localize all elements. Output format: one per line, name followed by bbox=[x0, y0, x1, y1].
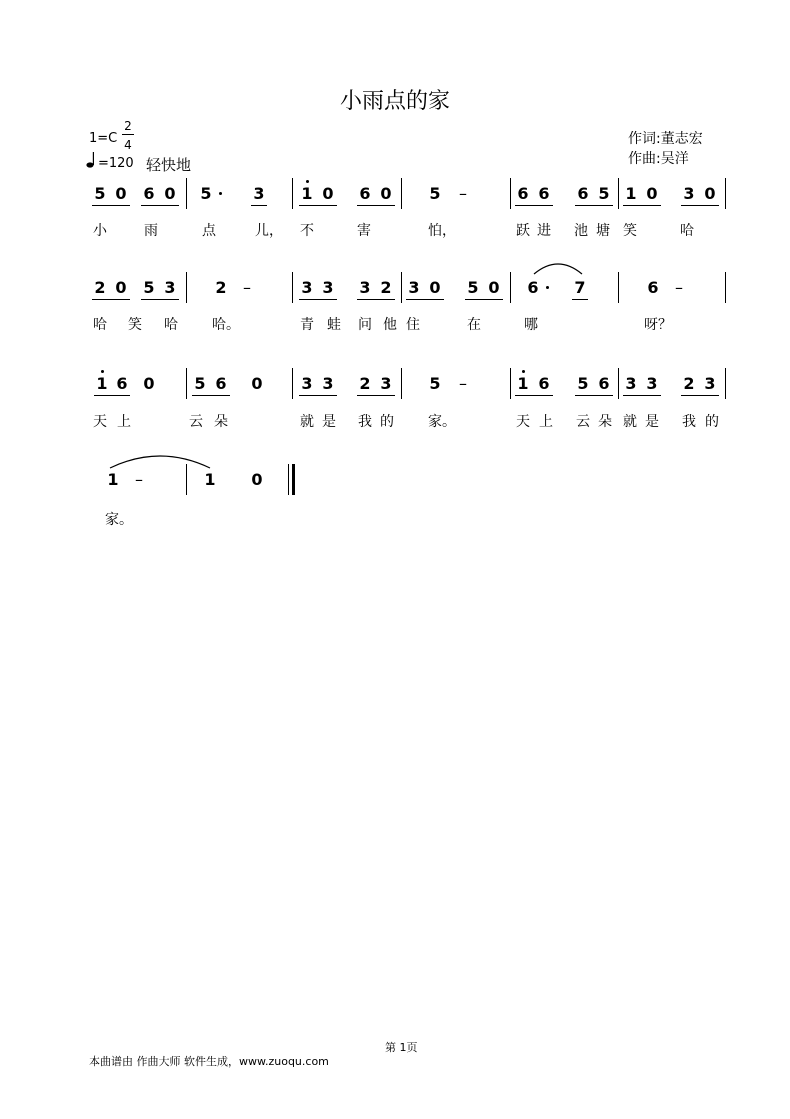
barline bbox=[618, 178, 619, 209]
note: 3 bbox=[322, 374, 334, 393]
footer-credit: 本曲谱由 作曲大师 软件生成，www.zuoqu.com bbox=[89, 1055, 329, 1068]
beam-underline bbox=[299, 299, 337, 300]
lyric: 朵 bbox=[598, 414, 612, 430]
note: 3 bbox=[683, 184, 695, 203]
note: 3 bbox=[253, 184, 265, 203]
beam-underline bbox=[575, 205, 613, 206]
lyric: 哈 bbox=[680, 223, 694, 239]
note: 2 bbox=[359, 374, 371, 393]
lyric: 塘 bbox=[596, 223, 610, 239]
lyric: 哈 bbox=[93, 317, 107, 333]
quarter-note-icon bbox=[86, 150, 96, 170]
beam-underline bbox=[92, 205, 130, 206]
note: 6 bbox=[598, 374, 610, 393]
lyric: 住 bbox=[406, 317, 420, 333]
beam-underline bbox=[251, 205, 267, 206]
lyric: 的 bbox=[705, 414, 719, 430]
note: 1 bbox=[625, 184, 637, 203]
lyric: 我 bbox=[358, 414, 372, 430]
note: 3 bbox=[408, 278, 420, 297]
lyric: 家。 bbox=[428, 414, 456, 430]
lyric: 问 bbox=[358, 317, 372, 333]
beam-underline bbox=[623, 205, 661, 206]
note: 0 bbox=[380, 184, 392, 203]
note: 1 bbox=[204, 470, 216, 489]
note: 3 bbox=[164, 278, 176, 297]
barline bbox=[510, 368, 511, 399]
note: 0 bbox=[488, 278, 500, 297]
lyric: 笑 bbox=[128, 317, 142, 333]
lyric: 怕， bbox=[428, 223, 456, 239]
beam-underline bbox=[357, 299, 395, 300]
barline bbox=[186, 464, 187, 495]
beam-underline bbox=[681, 205, 719, 206]
time-signature-bottom: 4 bbox=[124, 138, 132, 152]
lyric: 跃 bbox=[516, 223, 530, 239]
note: 1 bbox=[517, 374, 529, 393]
barline bbox=[725, 272, 726, 303]
dash: – bbox=[459, 374, 467, 393]
lyric: 害 bbox=[357, 223, 371, 239]
note: 3 bbox=[625, 374, 637, 393]
high-octave-dot bbox=[522, 370, 525, 373]
note: 7 bbox=[574, 278, 586, 297]
beam-underline bbox=[299, 395, 337, 396]
barline bbox=[292, 272, 293, 303]
high-octave-dot bbox=[101, 370, 104, 373]
note: 2 bbox=[94, 278, 106, 297]
lyric: 天 bbox=[516, 414, 530, 430]
note: 6 bbox=[215, 374, 227, 393]
barline bbox=[401, 178, 402, 209]
note: 5 bbox=[467, 278, 479, 297]
note: 0 bbox=[646, 184, 658, 203]
note: 3 bbox=[646, 374, 658, 393]
note: 5 bbox=[194, 374, 206, 393]
note: 3 bbox=[380, 374, 392, 393]
lyric: 的 bbox=[380, 414, 394, 430]
note: 3 bbox=[301, 278, 313, 297]
song-title: 小雨点的家 bbox=[339, 89, 450, 114]
barline bbox=[186, 178, 187, 209]
barline bbox=[292, 178, 293, 209]
beam-underline bbox=[406, 299, 444, 300]
note: 3 bbox=[301, 374, 313, 393]
lyric: 哈 bbox=[164, 317, 178, 333]
note: 5 bbox=[598, 184, 610, 203]
composer-credit: 作曲:吴洋 bbox=[628, 151, 689, 167]
lyric: 他 bbox=[383, 317, 397, 333]
dash: – bbox=[243, 278, 251, 297]
beam-underline bbox=[92, 299, 130, 300]
lyric: 云 bbox=[576, 414, 590, 430]
note: 1 bbox=[96, 374, 108, 393]
tempo-mark: 轻快地 bbox=[146, 156, 192, 174]
note: 2 bbox=[215, 278, 227, 297]
final-barline-thick bbox=[292, 464, 295, 495]
lyric: 上 bbox=[117, 414, 131, 430]
beam-underline bbox=[94, 395, 130, 396]
lyric: 就 bbox=[300, 414, 314, 430]
note: 0 bbox=[115, 184, 127, 203]
beam-underline bbox=[357, 395, 395, 396]
lyric: 云 bbox=[189, 414, 203, 430]
lyric: 在 bbox=[467, 317, 481, 333]
note: 5 bbox=[429, 374, 441, 393]
lyric: 进 bbox=[537, 223, 551, 239]
beam-underline bbox=[141, 299, 179, 300]
augmentation-dot bbox=[546, 286, 549, 289]
lyric: 呀？ bbox=[644, 317, 672, 333]
lyric: 点 bbox=[202, 223, 216, 239]
barline bbox=[186, 368, 187, 399]
note: 6 bbox=[359, 184, 371, 203]
slur-arc-icon bbox=[108, 452, 212, 470]
lyric: 天 bbox=[93, 414, 107, 430]
note: 3 bbox=[322, 278, 334, 297]
lyric: 青 bbox=[300, 317, 314, 333]
dash: – bbox=[135, 470, 143, 489]
note: 0 bbox=[115, 278, 127, 297]
lyric: 池 bbox=[574, 223, 588, 239]
lyric: 上 bbox=[539, 414, 553, 430]
lyric: 哈。 bbox=[212, 317, 240, 333]
barline bbox=[725, 368, 726, 399]
note: 0 bbox=[164, 184, 176, 203]
lyric: 雨 bbox=[144, 223, 158, 239]
beam-underline bbox=[515, 395, 553, 396]
barline bbox=[725, 178, 726, 209]
note: 1 bbox=[107, 470, 119, 489]
beam-underline bbox=[357, 205, 395, 206]
barline bbox=[510, 178, 511, 209]
lyric: 是 bbox=[322, 414, 336, 430]
note: 0 bbox=[704, 184, 716, 203]
note: 0 bbox=[322, 184, 334, 203]
lyric: 蛙 bbox=[327, 317, 341, 333]
lyric: 笑 bbox=[623, 223, 637, 239]
lyric: 是 bbox=[645, 414, 659, 430]
note: 6 bbox=[116, 374, 128, 393]
beam-underline bbox=[681, 395, 719, 396]
barline bbox=[401, 368, 402, 399]
beam-underline bbox=[299, 205, 337, 206]
barline bbox=[618, 272, 619, 303]
lyric: 我 bbox=[682, 414, 696, 430]
note: 0 bbox=[143, 374, 155, 393]
note: 3 bbox=[704, 374, 716, 393]
note: 6 bbox=[527, 278, 539, 297]
time-signature-line bbox=[122, 134, 134, 135]
barline bbox=[618, 368, 619, 399]
augmentation-dot bbox=[219, 192, 222, 195]
note: 2 bbox=[380, 278, 392, 297]
lyric: 儿， bbox=[255, 223, 283, 239]
note: 0 bbox=[251, 470, 263, 489]
note: 2 bbox=[683, 374, 695, 393]
beam-underline bbox=[623, 395, 661, 396]
note: 0 bbox=[429, 278, 441, 297]
final-barline-thin bbox=[288, 464, 289, 495]
barline bbox=[510, 272, 511, 303]
note: 6 bbox=[538, 374, 550, 393]
beam-underline bbox=[575, 395, 613, 396]
note: 5 bbox=[200, 184, 212, 203]
lyric: 就 bbox=[623, 414, 637, 430]
note: 0 bbox=[251, 374, 263, 393]
lyric: 不 bbox=[300, 223, 314, 239]
lyric: 家。 bbox=[105, 512, 133, 528]
note: 6 bbox=[517, 184, 529, 203]
beam-underline bbox=[515, 205, 553, 206]
note: 5 bbox=[143, 278, 155, 297]
note: 5 bbox=[94, 184, 106, 203]
note: 1 bbox=[301, 184, 313, 203]
barline bbox=[401, 272, 402, 303]
lyric: 小 bbox=[93, 223, 107, 239]
high-octave-dot bbox=[306, 180, 309, 183]
note: 3 bbox=[359, 278, 371, 297]
time-signature-top: 2 bbox=[124, 119, 132, 133]
note: 5 bbox=[429, 184, 441, 203]
beam-underline bbox=[192, 395, 230, 396]
barline bbox=[186, 272, 187, 303]
tempo-value: =120 bbox=[98, 156, 134, 171]
barline bbox=[292, 368, 293, 399]
beam-underline bbox=[572, 299, 588, 300]
note: 6 bbox=[577, 184, 589, 203]
page-number: 第 1页 bbox=[385, 1041, 418, 1054]
dash: – bbox=[675, 278, 683, 297]
key-signature: 1=C bbox=[89, 131, 118, 146]
lyric: 朵 bbox=[214, 414, 228, 430]
beam-underline bbox=[465, 299, 503, 300]
note: 6 bbox=[143, 184, 155, 203]
note: 6 bbox=[647, 278, 659, 297]
lyricist-credit: 作词:董志宏 bbox=[628, 131, 703, 147]
dash: – bbox=[459, 184, 467, 203]
beam-underline bbox=[141, 205, 179, 206]
lyric: 哪 bbox=[524, 317, 538, 333]
note: 6 bbox=[538, 184, 550, 203]
note: 5 bbox=[577, 374, 589, 393]
slur-arc-icon bbox=[532, 260, 584, 276]
